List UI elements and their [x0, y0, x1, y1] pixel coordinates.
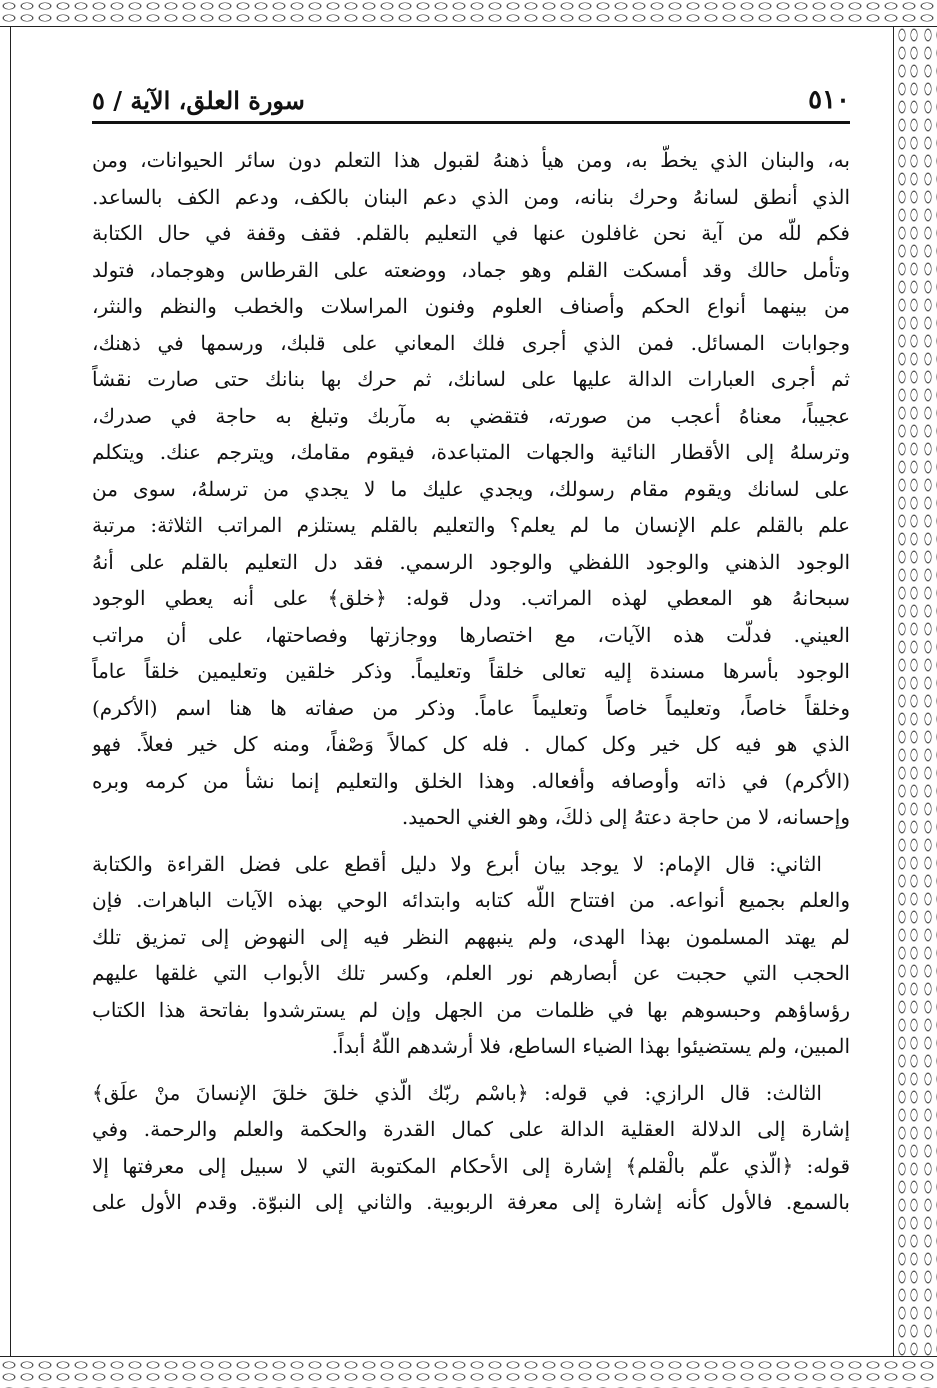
text-line: فكم للّه من آية نحن غافلون عنها في التعليم بالقلم. فقف وقفة في حال الكتابة	[92, 221, 850, 245]
running-header	[92, 78, 850, 124]
text-line: وخلقاً خاصاً، وتعليماً خاصاً وتعليماً عاماً. وذكر من صفاته ها هنا اسم (الأكرم)	[92, 695, 850, 720]
text-line: (الأكرم) في ذاته وأوصافه وأفعاله. وهذا الخلق والتعليم إنما نشأ من كرمه وبره	[92, 768, 850, 793]
ornamental-border-right	[893, 26, 937, 1356]
text-line: رؤساؤهم وحبسوهم بها في ظلمات من الجهل وإن لم يسترشدوا بفاتحة هذا الكتاب	[92, 997, 850, 1022]
ornamental-border-left	[0, 26, 11, 1356]
text-line: الوجود بأسرها مسندة إليه تعالى خلقاً وتعليماً. وذكر خلقين وتعليمين خلقاً عاماً	[92, 659, 850, 683]
text-line: الثالث: قال الرازي: في قوله: ﴿باسْم ربّك الّذي خلقَ خلقَ الإنسانَ منْ علَق﴾	[92, 1080, 822, 1105]
text-line: عجيباً، معناهُ أعجب من صورته، فتقضي به مآربك وتبلغ به حاجة في صدرك،	[92, 403, 850, 428]
text-line: به، والبنان الذي يخطّ به، ومن هيأ ذهنهُ لقبول هذا التعلم دون سائر الحيوانات، ومن	[92, 148, 850, 172]
ornamental-border-top	[0, 0, 937, 27]
text-line: وتأمل حالك وقد أمسكت القلم وهو جماد، ووضعته على القرطاس وهوجماد، فتولد	[92, 257, 850, 282]
header-title: سورة العلق، الآية / ٥	[92, 86, 305, 115]
text-line: ثم أجرى العبارات الدالة عليها على لسانك، ثم حرك بها بنانك حتى صارت نقشاً	[92, 367, 850, 391]
text-line: الوجود الذهني والوجود اللفظي والوجود الرسمي. فقد دل التعليم بالقلم على أنهُ	[92, 549, 850, 574]
text-line: والعلم بجميع أنواعه. من افتتاح اللّه كتابه وابتدائه الوحي بهذه الآيات الباهرات. فإن	[92, 888, 850, 912]
page-number: ٥١٠	[808, 85, 850, 115]
text-line: المبين، ولم يستضيئوا بهذا الضياء الساطع، فلا أرشدهم اللّهُ أبداً.	[331, 1034, 850, 1058]
text-line: العيني. فدلّت هذه الآيات، مع اختصارها ووجازتها وفصاحتها، على أن مراتب	[92, 622, 850, 647]
ornamental-border-bottom	[0, 1356, 937, 1388]
page-body	[92, 142, 850, 1221]
text-line: سبحانهُ هو المعطي لهذه المراتب. ودل قوله: ﴿خلق﴾ على أنه يعطي الوجود	[92, 586, 850, 610]
paragraph-3	[92, 1075, 850, 1221]
text-line: الذي هو فيه كل خير وكل كمال . فله كل كمالاً وَصْفاً، ومنه كل خير فعلاً. فهو	[92, 732, 850, 756]
text-line: بالسمع. فالأول كأنه إشارة إلى معرفة الربوبية. والثاني إلى النبوّة. وقدم الأول على	[92, 1190, 850, 1214]
text-line: الذي أنطق لسانهُ وحرك بنانه، ومن الذي دعم البنان بالكف، ودعم الكف بالساعد.	[92, 184, 850, 209]
paragraph-1	[92, 142, 850, 836]
text-line: الثاني: قال الإمام: لا يوجد بيان أبرع ولا دليل أقطع على فضل القراءة والكتابة	[92, 851, 822, 876]
text-line: وجوابات المسائل. فمن الذي أجرى فلك المعاني على قلبك، ورسمها في ذهنك،	[92, 330, 850, 355]
text-line: وإحسانه، لا من حاجة دعتهُ إلى ذلكَ، وهو الغني الحميد.	[401, 805, 850, 829]
paragraph-2	[92, 846, 850, 1065]
text-line: على لسانك ويقوم مقام رسولك، ويجدي عليك ما لا يجدي من ترسلهُ، سوى من	[92, 476, 850, 501]
text-line: إشارة إلى الدلالة العقلية الدالة على كمال القدرة والحكمة والعلم والرحمة. وفي	[92, 1117, 850, 1141]
text-line: لم يهتد المسلمون بهذا الهدى، ولم ينبههم النظر فيه إلى النهوض إلى تمزيق تلك	[92, 924, 850, 949]
text-line: علم بالقلم علم الإنسان ما لم يعلم؟ والتعليم بالقلم يستلزم المراتب الثلاثة: مرتبة	[92, 513, 850, 537]
text-line: الحجب التي حجبت عن أبصارهم نور العلم، وكسر تلك الأبواب التي غلقها عليهم	[92, 961, 850, 985]
text-line: من بينهما أنواع الحكم وأصناف العلوم وفنون المراسلات والخطب والنظم والنثر،	[92, 294, 850, 318]
text-line: قوله: ﴿الّذي علّم بالْقلم﴾ إشارة إلى الأحكام المكتوبة التي لا سبيل إلى معرفتها إلا	[92, 1153, 850, 1178]
text-line: وترسلهُ إلى الأقطار النائية والجهات المتباعدة، فيقوم مقامك، ويترجم عنك. ويتكلم	[92, 440, 850, 464]
